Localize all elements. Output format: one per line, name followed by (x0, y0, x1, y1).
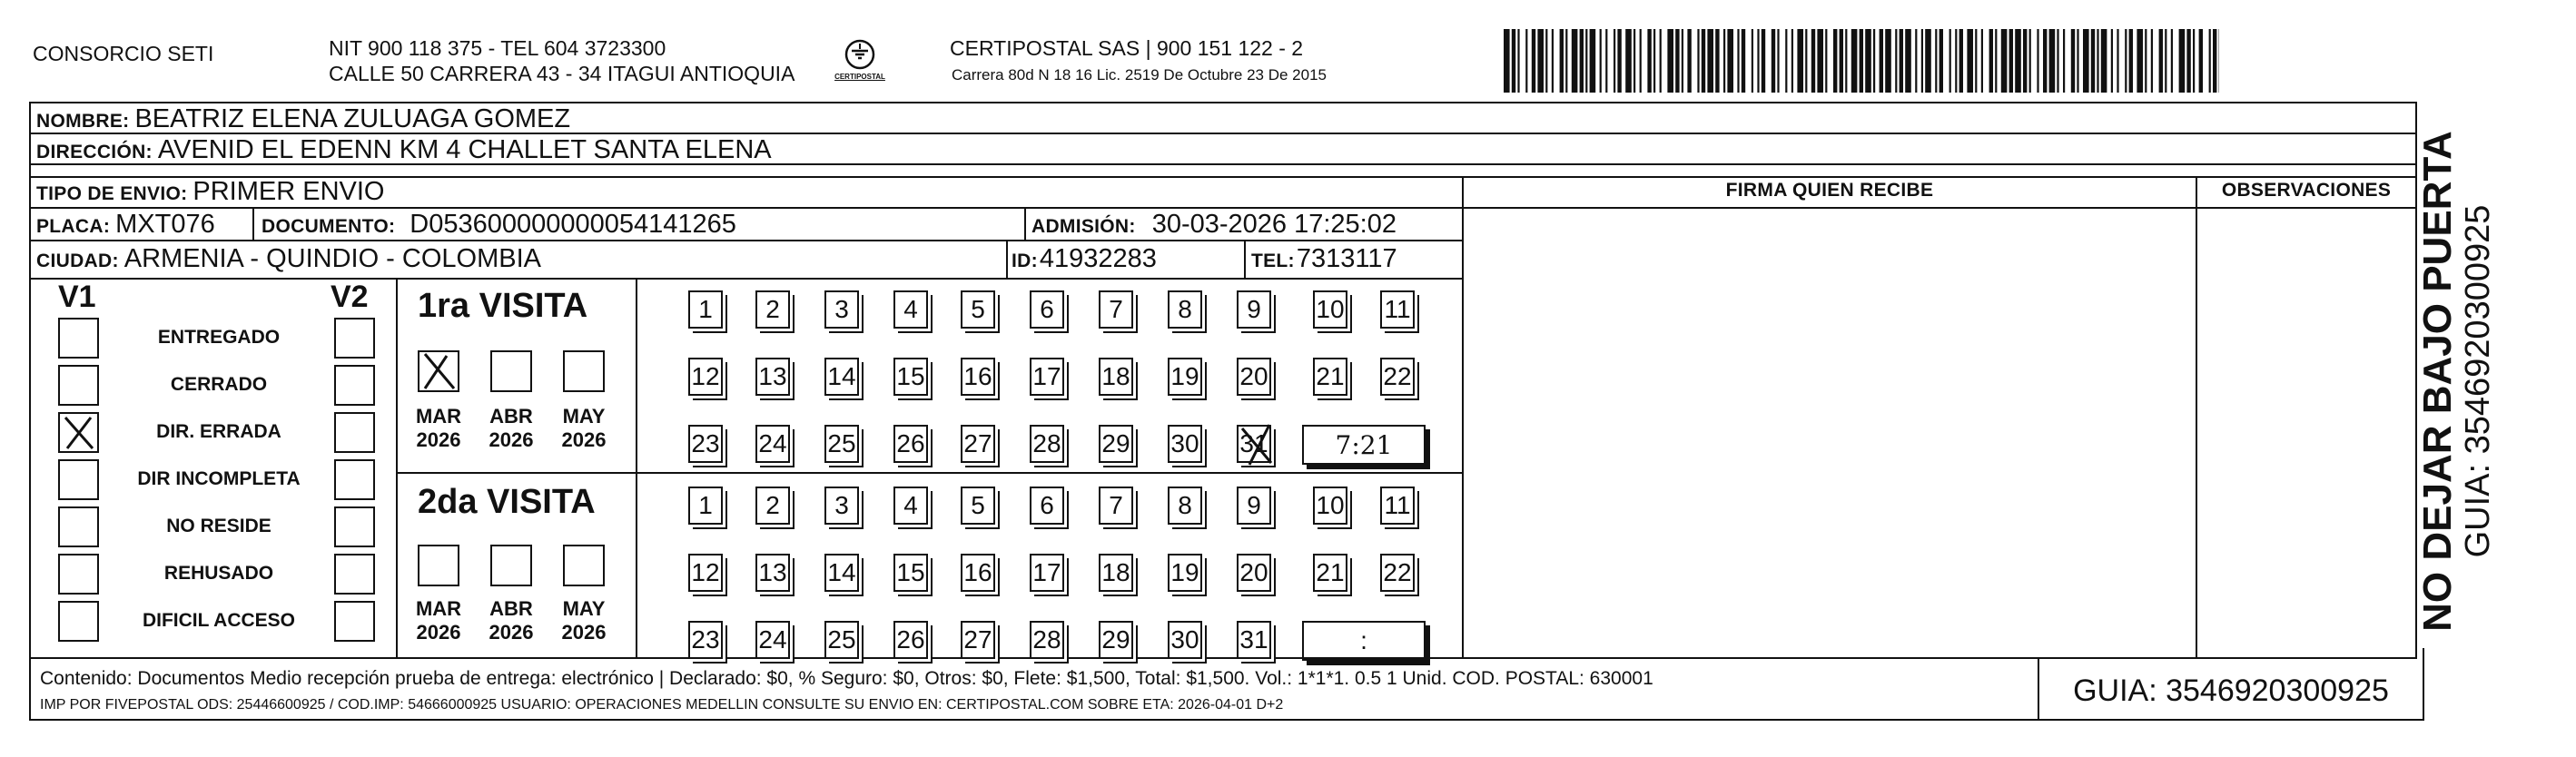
month-name: MAY (562, 597, 606, 620)
barcode-bar (1532, 29, 1535, 93)
day-box[interactable]: 1 (688, 290, 723, 329)
barcode-bar (1600, 29, 1602, 93)
barcode-bar (1825, 29, 1827, 93)
nit-line: NIT 900 118 375 - TEL 604 3723300 (329, 36, 666, 60)
barcode-bar (2071, 29, 2075, 93)
day-box[interactable]: 6 (1030, 487, 1064, 525)
barcode-bar (1590, 29, 1596, 93)
barcode-bar (1737, 29, 1739, 93)
day-box[interactable]: 13 (755, 554, 790, 592)
barcode-bar (1845, 29, 1847, 93)
barcode-bar (1860, 29, 1863, 93)
barcode-bar (1617, 29, 1621, 93)
barcode-bar (1614, 29, 1615, 93)
barcode-bar (1873, 29, 1875, 93)
day-box[interactable]: 11 (1380, 487, 1415, 525)
barcode-bar (1840, 29, 1843, 93)
address-row (36, 134, 772, 165)
v2-checkbox[interactable] (334, 412, 375, 453)
month-label (410, 405, 468, 452)
v2-header: V2 (331, 280, 369, 314)
barcode-bar (2009, 29, 2013, 93)
barcode-bar (1687, 29, 1691, 93)
day-box[interactable]: 7 (1099, 487, 1133, 525)
day-box[interactable]: 6 (1030, 290, 1064, 329)
recipient-tel: 7313117 (1296, 244, 1397, 273)
barcode-bar (2199, 29, 2203, 93)
v2-checkbox[interactable] (334, 554, 375, 595)
admission-row (1031, 209, 1397, 240)
barcode-bar (1504, 29, 1510, 93)
status-option-label: DIFICIL ACCESO (142, 610, 295, 631)
barcode-bar (1989, 29, 1993, 93)
v2-checkbox[interactable] (334, 601, 375, 642)
barcode (1500, 29, 2223, 94)
barcode-bar (1785, 29, 1787, 93)
barcode-bar (2145, 29, 2147, 93)
day-box[interactable]: 13 (755, 358, 790, 396)
license-line: Carrera 80d N 18 16 Lic. 2519 De Octubre 23 De 2015 (952, 66, 1327, 84)
day-box[interactable]: 29 (1099, 621, 1133, 659)
day-box[interactable]: 10 (1313, 290, 1347, 329)
barcode-bar (1900, 29, 1903, 93)
month-checkbox[interactable] (563, 350, 605, 392)
company-name: CONSORCIO SETI (33, 42, 214, 65)
barcode-bar (1633, 29, 1635, 93)
strike-mark-icon (1233, 418, 1278, 472)
barcode-bar (1959, 29, 1963, 93)
barcode-bar (1833, 29, 1837, 93)
barcode-bar (1762, 29, 1765, 93)
barcode-bar (2151, 29, 2153, 93)
tel-row (1251, 243, 1397, 274)
month-label (482, 597, 540, 644)
barcode-bar (2117, 29, 2118, 93)
day-box[interactable]: 3 (824, 487, 859, 525)
day-box[interactable]: 29 (1099, 425, 1133, 463)
status-option-label: DIR. ERRADA (156, 421, 281, 442)
barcode-bar (2101, 29, 2107, 93)
barcode-bar (1949, 29, 1951, 93)
day-number: 31 (1239, 429, 1268, 457)
barcode-bar (1895, 29, 1897, 93)
day-box[interactable]: 16 (961, 358, 995, 396)
v2-checkbox[interactable] (334, 506, 375, 547)
barcode-bar (1791, 29, 1793, 93)
day-box[interactable]: 11 (1380, 290, 1415, 329)
day-box[interactable]: 2 (755, 290, 790, 329)
city-label: CIUDAD: (36, 251, 119, 271)
barcode-bar (1647, 29, 1651, 93)
v1-header: V1 (58, 280, 96, 314)
barcode-bar (1552, 29, 1554, 93)
month-name: ABR (489, 597, 533, 620)
barcode-bar (1537, 29, 1544, 93)
barcode-bar (1707, 29, 1713, 93)
shipment-type-label: TIPO DE ENVIO: (36, 183, 188, 204)
day-box[interactable]: 20 (1237, 554, 1271, 592)
day-box[interactable]: 5 (961, 487, 995, 525)
barcode-bar (2129, 29, 2133, 93)
city-row (36, 243, 541, 274)
day-box[interactable]: 15 (893, 358, 928, 396)
month-year: 2026 (416, 621, 461, 644)
barcode-bar (1905, 29, 1911, 93)
barcode-bar (1512, 29, 1515, 93)
time-box[interactable]: : (1302, 621, 1426, 661)
barcode-bar (1572, 29, 1578, 93)
day-box[interactable]: 2 (755, 487, 790, 525)
barcode-bar (1939, 29, 1943, 93)
day-box[interactable]: 24 (755, 621, 790, 659)
day-box[interactable]: 26 (893, 425, 928, 463)
logo-text: CERTIPOSTAL (834, 73, 885, 81)
id-row (1012, 243, 1157, 274)
barcode-bar (2186, 29, 2190, 93)
observations-area[interactable] (2197, 209, 2415, 657)
month-label (482, 405, 540, 452)
barcode-bar (1757, 29, 1759, 93)
v1-checkbox[interactable] (58, 554, 99, 595)
side-warning: NO DEJAR BAJO PUERTA (2415, 131, 2460, 632)
document-label: DOCUMENTO: (262, 216, 396, 237)
barcode-bar (1625, 29, 1632, 93)
day-box[interactable]: 30 (1168, 621, 1202, 659)
plate-label: PLACA: (36, 216, 111, 237)
day-box[interactable]: 14 (824, 358, 859, 396)
month-name: MAR (415, 405, 462, 428)
barcode-bar (1565, 29, 1567, 93)
day-box[interactable]: 19 (1168, 554, 1202, 592)
barcode-bar (1811, 29, 1815, 93)
barcode-bar (2125, 29, 2127, 93)
barcode-bar (1723, 29, 1725, 93)
firma-header: FIRMA QUIEN RECIBE (1725, 180, 1934, 201)
day-box[interactable]: 28 (1030, 621, 1064, 659)
v1-checkbox[interactable] (58, 601, 99, 642)
day-box[interactable]: 24 (755, 425, 790, 463)
barcode-bar (1921, 29, 1923, 93)
time-box[interactable]: 7:21 (1302, 425, 1426, 465)
status-option-label: REHUSADO (163, 563, 274, 584)
day-box[interactable]: 19 (1168, 358, 1202, 396)
v1-checkbox[interactable] (58, 412, 99, 453)
status-option-label: NO RESIDE (166, 516, 271, 536)
barcode-bar (2029, 29, 2031, 93)
shipment-type: PRIMER ENVIO (192, 177, 385, 206)
month-label (555, 405, 613, 452)
day-box[interactable]: 4 (893, 290, 928, 329)
day-box[interactable]: 20 (1237, 358, 1271, 396)
day-box[interactable]: 23 (688, 621, 723, 659)
barcode-bar (1752, 29, 1753, 93)
barcode-bar (1880, 29, 1883, 93)
certipostal-line: CERTIPOSTAL SAS | 900 151 122 - 2 (950, 36, 1304, 60)
month-year: 2026 (561, 621, 607, 644)
month-label (555, 597, 613, 644)
day-box[interactable]: 23 (688, 425, 723, 463)
barcode-bar (2043, 29, 2047, 93)
side-guia: GUIA: 3546920300925 (2459, 204, 2497, 558)
v1-checkbox[interactable] (58, 506, 99, 547)
barcode-bar (1682, 29, 1683, 93)
barcode-bar (2171, 29, 2173, 93)
barcode-bar (1817, 29, 1823, 93)
barcode-bar (2063, 29, 2065, 93)
day-box[interactable] (1237, 425, 1271, 463)
certipostal-logo (834, 33, 886, 89)
barcode-bar (1935, 29, 1937, 93)
status-option-label: CERRADO (170, 374, 268, 395)
barcode-bar (1975, 29, 1977, 93)
day-box[interactable]: 17 (1030, 358, 1064, 396)
barcode-bar (1727, 29, 1733, 93)
day-box[interactable]: 18 (1099, 554, 1133, 592)
status-option-label: ENTREGADO (157, 327, 281, 348)
barcode-bar (1667, 29, 1673, 93)
month-label (410, 597, 468, 644)
document-row (262, 209, 736, 240)
barcode-bar (1517, 29, 1519, 93)
x-mark-icon (60, 414, 97, 451)
barcode-bar (1640, 29, 1642, 93)
barcode-bar (1560, 29, 1564, 93)
barcode-bar (2015, 29, 2021, 93)
month-year: 2026 (489, 428, 534, 451)
document-number: D053600000000054141265 (410, 210, 736, 239)
day-box[interactable]: 14 (824, 554, 859, 592)
day-box[interactable]: 18 (1099, 358, 1133, 396)
day-box[interactable]: 28 (1030, 425, 1064, 463)
month-name: MAR (415, 597, 462, 620)
day-box[interactable]: 12 (688, 554, 723, 592)
v1-checkbox[interactable] (58, 459, 99, 500)
barcode-bar (2097, 29, 2098, 93)
barcode-bar (2179, 29, 2186, 93)
barcode-bar (2023, 29, 2027, 93)
day-box[interactable]: 12 (688, 358, 723, 396)
barcode-bar (2193, 29, 2195, 93)
barcode-bar (1925, 29, 1931, 93)
recipient-name: BEATRIZ ELENA ZULUAGA GOMEZ (134, 104, 571, 133)
barcode-bar (2137, 29, 2143, 93)
day-box[interactable]: 21 (1313, 554, 1347, 592)
barcode-bar (1995, 29, 1997, 93)
barcode-bar (1525, 29, 1527, 93)
tel-label: TEL: (1251, 251, 1295, 271)
day-box[interactable]: 21 (1313, 358, 1347, 396)
barcode-bar (1660, 29, 1662, 93)
month-name: ABR (489, 405, 533, 428)
print-line: IMP POR FIVEPOSTAL ODS: 25446600925 / COD.IMP: 54666000925 USUARIO: OPERACIONES MEDELLIN CONSULTE SU ENVIO EN: CERTIPOSTAL.COM SOBRE ETA: 2026-04-01 D+2 (40, 697, 1284, 713)
address-line: CALLE 50 CARRERA 43 - 34 ITAGUI ANTIOQUIA (329, 62, 795, 85)
month-year: 2026 (416, 428, 461, 451)
observaciones-header: OBSERVACIONES (2221, 180, 2392, 201)
day-box[interactable]: 22 (1380, 358, 1415, 396)
status-option-label: DIR INCOMPLETA (137, 468, 301, 489)
barcode-bar (2091, 29, 2095, 93)
day-box[interactable]: 22 (1380, 554, 1415, 592)
month-year: 2026 (489, 621, 534, 644)
month-year: 2026 (561, 428, 607, 451)
id-label: ID: (1012, 251, 1038, 271)
barcode-bar (1605, 29, 1607, 93)
barcode-bar (1772, 29, 1775, 93)
day-box[interactable]: 7 (1099, 290, 1133, 329)
v2-checkbox[interactable] (334, 459, 375, 500)
day-box[interactable]: 4 (893, 487, 928, 525)
visit-title: 1ra VISITA (418, 287, 588, 325)
day-box[interactable]: 8 (1168, 290, 1202, 329)
barcode-bar (1981, 29, 1983, 93)
barcode-bar (1955, 29, 1957, 93)
day-box[interactable]: 15 (893, 554, 928, 592)
day-box[interactable]: 25 (824, 621, 859, 659)
barcode-bar (1697, 29, 1699, 93)
barcode-bar (1967, 29, 1973, 93)
barcode-bar (1865, 29, 1871, 93)
name-row (36, 103, 570, 134)
month-name: MAY (562, 405, 606, 428)
contents-line: Contenido: Documentos Medio recepción prueba de entrega: electrónico | Declarado: $0, % Seguro: $0, Otros: $0, Flete: $1,500, Total: $1,500. Vol.: 1*1*1. 0.5 1 Unid. COD. POSTAL: 630001 (40, 668, 1653, 689)
name-label: NOMBRE: (36, 111, 130, 132)
barcode-bar (1851, 29, 1858, 93)
barcode-bar (1742, 29, 1745, 93)
x-mark-icon (419, 352, 458, 390)
barcode-bar (2213, 29, 2216, 93)
day-box[interactable]: 27 (961, 621, 995, 659)
month-checkbox[interactable] (490, 545, 532, 586)
v1-checkbox[interactable] (58, 365, 99, 406)
month-checkbox[interactable] (563, 545, 605, 586)
day-box[interactable]: 17 (1030, 554, 1064, 592)
barcode-bar (1653, 29, 1655, 93)
barcode-bar (2083, 29, 2089, 93)
day-box[interactable]: 1 (688, 487, 723, 525)
barcode-bar (1777, 29, 1779, 93)
day-box[interactable]: 27 (961, 425, 995, 463)
v2-checkbox[interactable] (334, 365, 375, 406)
barcode-bar (1585, 29, 1587, 93)
day-box[interactable]: 16 (961, 554, 995, 592)
city: ARMENIA - QUINDIO - COLOMBIA (123, 244, 541, 273)
admission-datetime: 30-03-2026 17:25:02 (1151, 210, 1397, 239)
day-box[interactable]: 9 (1237, 290, 1271, 329)
day-box[interactable]: 5 (961, 290, 995, 329)
day-box[interactable]: 10 (1313, 487, 1347, 525)
barcode-bar (1915, 29, 1917, 93)
v2-checkbox[interactable] (334, 318, 375, 359)
plate: MXT076 (115, 210, 215, 239)
barcode-bar (2037, 29, 2038, 93)
day-box[interactable]: 8 (1168, 487, 1202, 525)
shipment-type-row (36, 176, 384, 207)
day-box[interactable]: 26 (893, 621, 928, 659)
month-checkbox[interactable] (490, 350, 532, 392)
barcode-bar (1702, 29, 1705, 93)
barcode-bar (2057, 29, 2058, 93)
barcode-bar (1805, 29, 1807, 93)
guia-box: GUIA: 3546920300925 (2073, 673, 2389, 708)
recipient-id: 41932283 (1039, 244, 1157, 273)
barcode-bar (1797, 29, 1803, 93)
barcode-bar (2165, 29, 2166, 93)
barcode-bar (1580, 29, 1584, 93)
barcode-bar (2159, 29, 2163, 93)
barcode-bar (2209, 29, 2211, 93)
visit-title: 2da VISITA (418, 483, 596, 521)
day-box[interactable]: 31 (1237, 621, 1271, 659)
barcode-bar (2001, 29, 2008, 93)
address-label: DIRECCIÓN: (36, 142, 153, 162)
barcode-bar (2077, 29, 2078, 93)
admission-label: ADMISIÓN: (1031, 216, 1136, 237)
barcode-bar (1885, 29, 1891, 93)
barcode-bar (1545, 29, 1547, 93)
month-checkbox[interactable] (418, 350, 459, 392)
v1-checkbox[interactable] (58, 318, 99, 359)
day-box[interactable]: 25 (824, 425, 859, 463)
barcode-bar (2049, 29, 2056, 93)
recipient-address: AVENID EL EDENN KM 4 CHALLET SANTA ELENA (157, 135, 772, 164)
barcode-bar (1715, 29, 1719, 93)
day-box[interactable]: 3 (824, 290, 859, 329)
barcode-bar (1675, 29, 1679, 93)
plate-row (36, 209, 215, 240)
signature-area[interactable] (1464, 209, 2196, 657)
day-box[interactable]: 9 (1237, 487, 1271, 525)
day-box[interactable]: 30 (1168, 425, 1202, 463)
month-checkbox[interactable] (418, 545, 459, 586)
barcode-bar (2111, 29, 2113, 93)
